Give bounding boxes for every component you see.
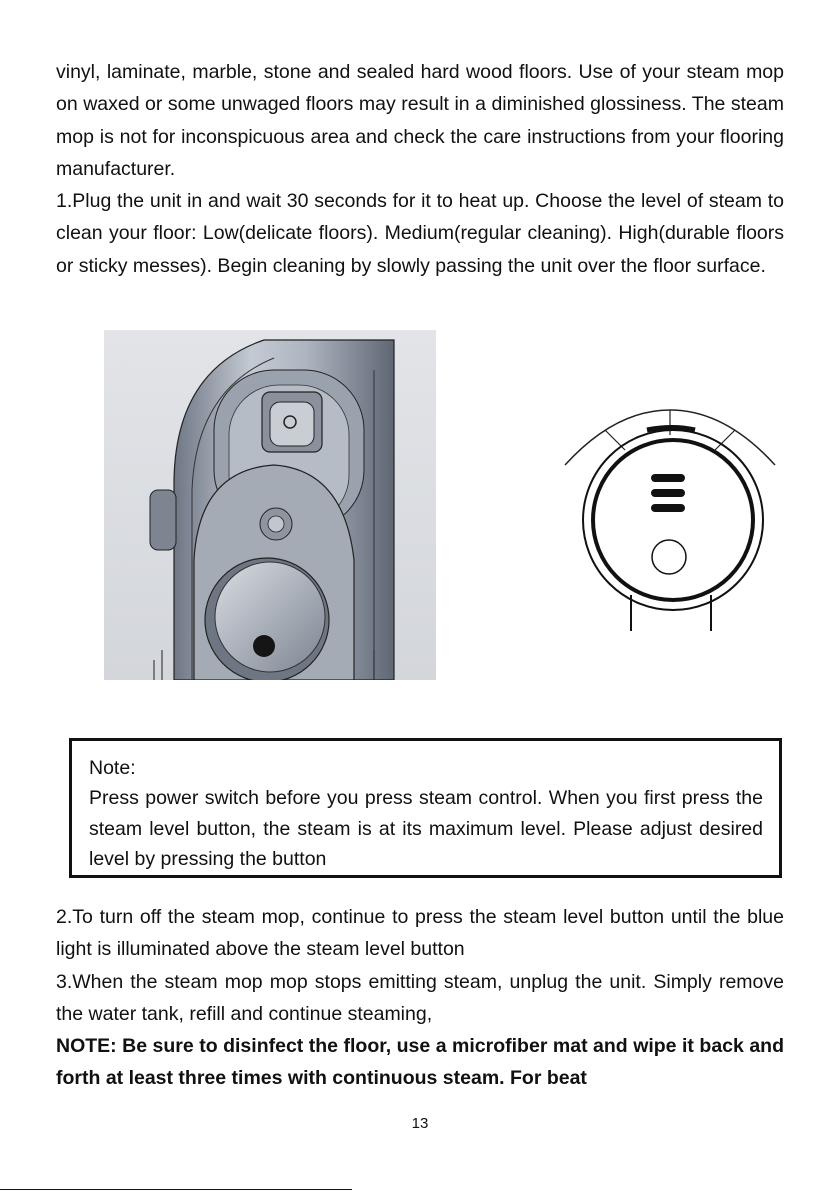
steam-mop-handle-illustration [104,330,436,680]
step-2-paragraph: 2.To turn off the steam mop, continue to press the steam level button until the blue light is illuminated above the steam level button [56,906,784,961]
step-3-paragraph: 3.When the steam mop mop stops emitting steam, unplug the unit. Simply remove the water tank, refill and continue steaming, [56,971,784,1026]
warning-paragraph: NOTE: Be sure to disinfect the floor, use a microfiber mat and wipe it back and forth at least three times with continuous steam. For beat [56,1035,784,1090]
intro-paragraph: vinyl, laminate, marble, stone and sealed hard wood floors. Use of your steam mop on waxed or some unwaged floors may result in a diminished glossiness. The steam mop is not for inconspicuous area and check the care instructions from your flooring manufacturer. [56,61,784,181]
note-title: Note: [89,757,136,779]
note-body: Press power switch before you press steam control. When you first press the steam level button, the steam is at its maximum level. Please adjust desired level by pressing the button [89,787,763,870]
step-1-paragraph: 1.Plug the unit in and wait 30 seconds for it to heat up. Choose the level of steam to clean your floor: Low(delicate floors). Medium(regular cleaning). High(durable floors or sticky messes). Begin cleaning by slowly passing the unit over the floor surface. [56,190,784,277]
bottom-rule [0,1189,352,1190]
steam-level-button-diagram [555,405,785,635]
note-box [69,738,782,878]
page-number: 13 [411,1115,429,1132]
